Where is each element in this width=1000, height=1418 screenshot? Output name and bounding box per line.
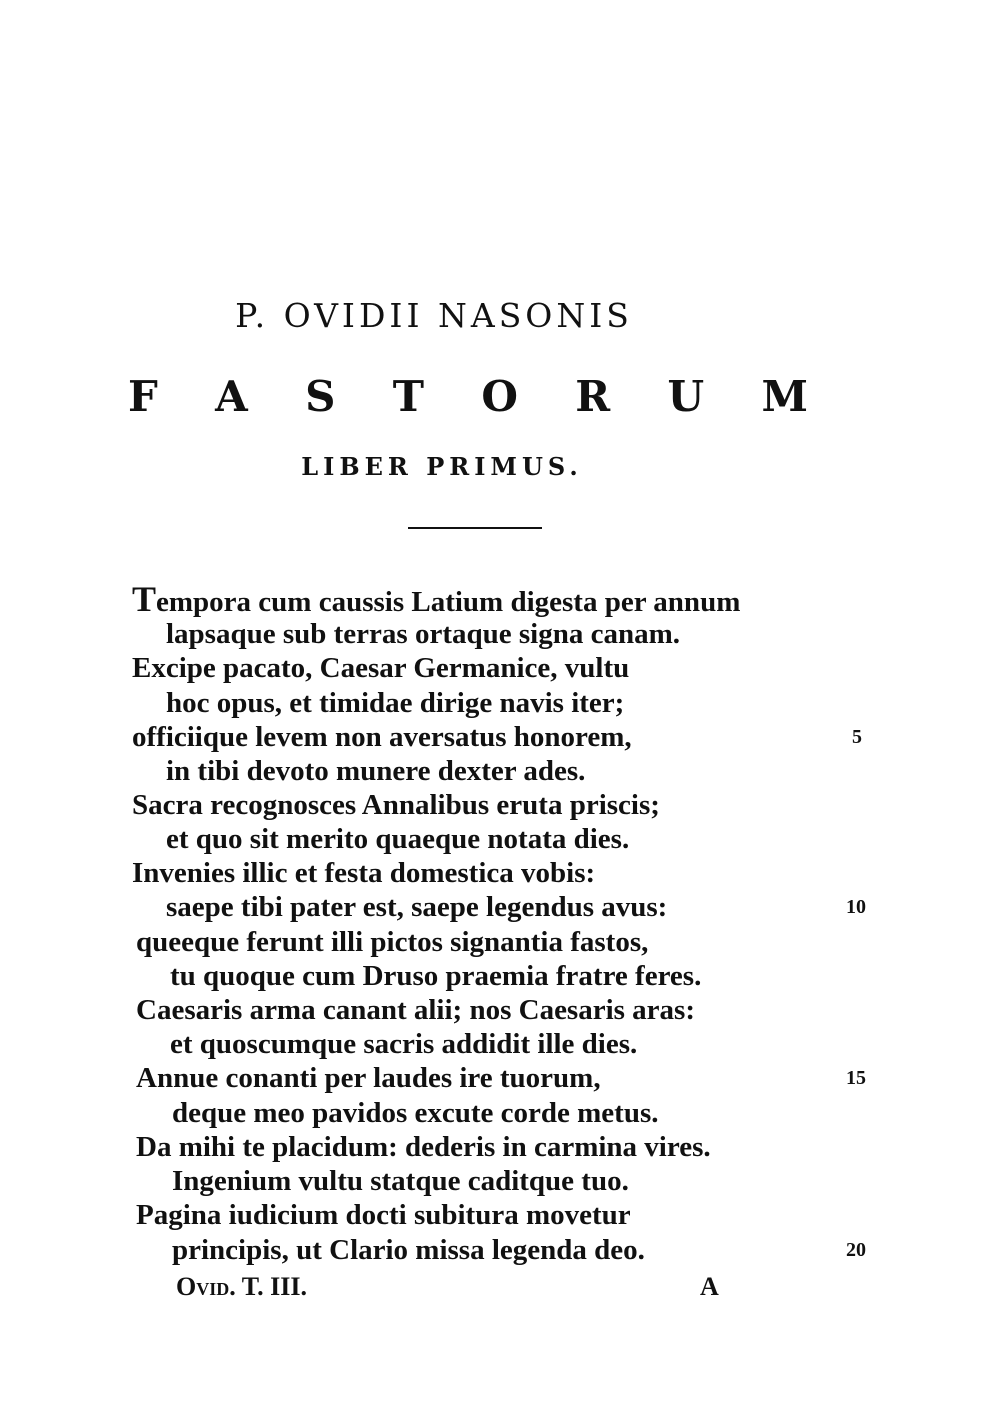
verse-line: Sacra recognosces Annalibus eruta priscis; xyxy=(132,789,660,821)
line-number: 20 xyxy=(846,1239,866,1261)
verse-line: hoc opus, et timidae dirige navis iter; xyxy=(166,687,625,719)
verse-line: Ingenium vultu statque caditque tuo. xyxy=(172,1165,629,1197)
verse-line: et quoscumque sacris addidit ille dies. xyxy=(170,1028,638,1060)
verse-line: Invenies illic et festa domestica vobis: xyxy=(132,857,596,889)
verse-line-1 xyxy=(132,579,741,619)
verse-line: deque meo pavidos excute corde metus. xyxy=(172,1097,659,1129)
verse-line: in tibi devoto munere dexter ades. xyxy=(166,755,586,787)
running-footer xyxy=(176,1270,307,1304)
verse-line: et quo sit merito quaeque notata dies. xyxy=(166,823,630,855)
verse-line: Pagina iudicium docti subitura movetur xyxy=(136,1199,631,1231)
work-title-letter: O xyxy=(481,372,518,421)
verse-line: Da mihi te placidum: dederis in carmina vires. xyxy=(136,1131,711,1163)
line-number: 15 xyxy=(846,1067,866,1089)
verse-line: saepe tibi pater est, saepe legendus avus: xyxy=(166,891,668,923)
verse-line: officiique levem non aversatus honorem, xyxy=(132,721,632,753)
work-title-letter: R xyxy=(575,372,611,421)
verse-line-1-text: empora cum caussis Latium digesta per annum xyxy=(156,586,741,618)
running-footer-text: Ovid. T. III. xyxy=(176,1272,308,1301)
drop-initial: T xyxy=(132,579,157,619)
work-title-letter: U xyxy=(667,372,705,421)
verse-line: lapsaque sub terras ortaque signa canam. xyxy=(166,618,680,650)
verse-line: Excipe pacato, Caesar Germanice, vultu xyxy=(132,652,630,684)
book-heading: LIBER PRIMUS. xyxy=(301,452,583,481)
line-number: 10 xyxy=(846,896,866,918)
author-heading: P. OVIDII NASONIS xyxy=(235,296,633,335)
verse-line: principis, ut Clario missa legenda deo. xyxy=(172,1234,645,1266)
verse-line: queeque ferunt illi pictos signantia fastos, xyxy=(136,926,649,958)
work-title-letter: M xyxy=(761,372,808,421)
verse-line: Annue conanti per laudes ire tuorum, xyxy=(136,1062,601,1094)
work-title-letter: T xyxy=(392,372,425,421)
verse-line: Caesaris arma canant alii; nos Caesaris aras: xyxy=(136,994,696,1026)
work-title-letter: S xyxy=(305,372,336,421)
work-title-letter: F xyxy=(128,372,158,421)
signature-mark: A xyxy=(700,1272,719,1301)
work-title-letter: A xyxy=(215,372,248,421)
line-number: 5 xyxy=(852,726,862,748)
verse-line: tu quoque cum Druso praemia fratre feres. xyxy=(170,960,702,992)
